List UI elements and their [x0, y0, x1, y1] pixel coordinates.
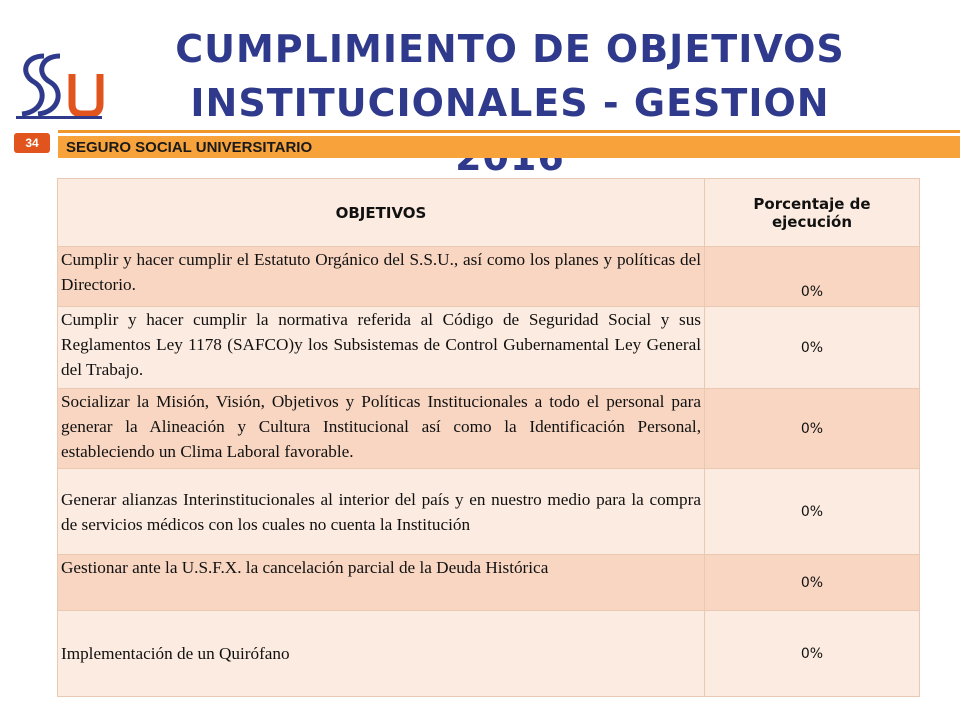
table-header-row: [58, 179, 920, 247]
table-row: [58, 469, 920, 555]
page-title: [130, 22, 890, 184]
objective-text: Cumplir y hacer cumplir el Estatuto Orgánico del S.S.U., así como los planes y políticas del Directorio.: [58, 247, 705, 307]
table-row: [58, 389, 920, 469]
column-header-porcentaje: Porcentaje de ejecución: [705, 179, 920, 247]
table-row: [58, 555, 920, 611]
ssu-logo: [14, 52, 110, 122]
title-line-1: CUMPLIMIENTO DE OBJETIVOS: [175, 27, 845, 71]
objective-text: Socializar la Misión, Visión, Objetivos y Políticas Institucionales a todo el personal para generar la Alineación y Cultura Institucional así como la Identificación Personal, estableciendo un Clima Laboral favorable.: [58, 389, 705, 469]
objective-text: Implementación de un Quirófano: [58, 611, 705, 697]
execution-percent: 0%: [705, 389, 920, 469]
objective-text: Generar alianzas Interinstitucionales al interior del país y en nuestro medio para la compra de servicios médicos con los cuales no cuenta la Institución: [58, 469, 705, 555]
page-number-badge: 34: [14, 133, 50, 153]
organization-name: SEGURO SOCIAL UNIVERSITARIO: [66, 139, 313, 156]
title-line-2: INSTITUCIONALES - GESTION: [190, 81, 830, 125]
table-row: [58, 307, 920, 389]
objective-text: Cumplir y hacer cumplir la normativa referida al Código de Seguridad Social y sus Reglamentos Ley 1178 (SAFCO)y los Subsistemas de Control Gubernamental Ley General del Trabajo.: [58, 307, 705, 389]
column-header-objetivos: OBJETIVOS: [58, 179, 705, 247]
execution-percent: 0%: [705, 555, 920, 611]
execution-percent: 0%: [705, 307, 920, 389]
objectives-table: [57, 178, 920, 697]
header-divider: [58, 130, 960, 133]
execution-percent: 0%: [705, 247, 920, 307]
objective-text: Gestionar ante la U.S.F.X. la cancelación parcial de la Deuda Histórica: [58, 555, 705, 611]
execution-percent: 0%: [705, 611, 920, 697]
execution-percent: 0%: [705, 469, 920, 555]
organization-bar: [58, 136, 960, 158]
table-row: [58, 611, 920, 697]
table-row: [58, 247, 920, 307]
